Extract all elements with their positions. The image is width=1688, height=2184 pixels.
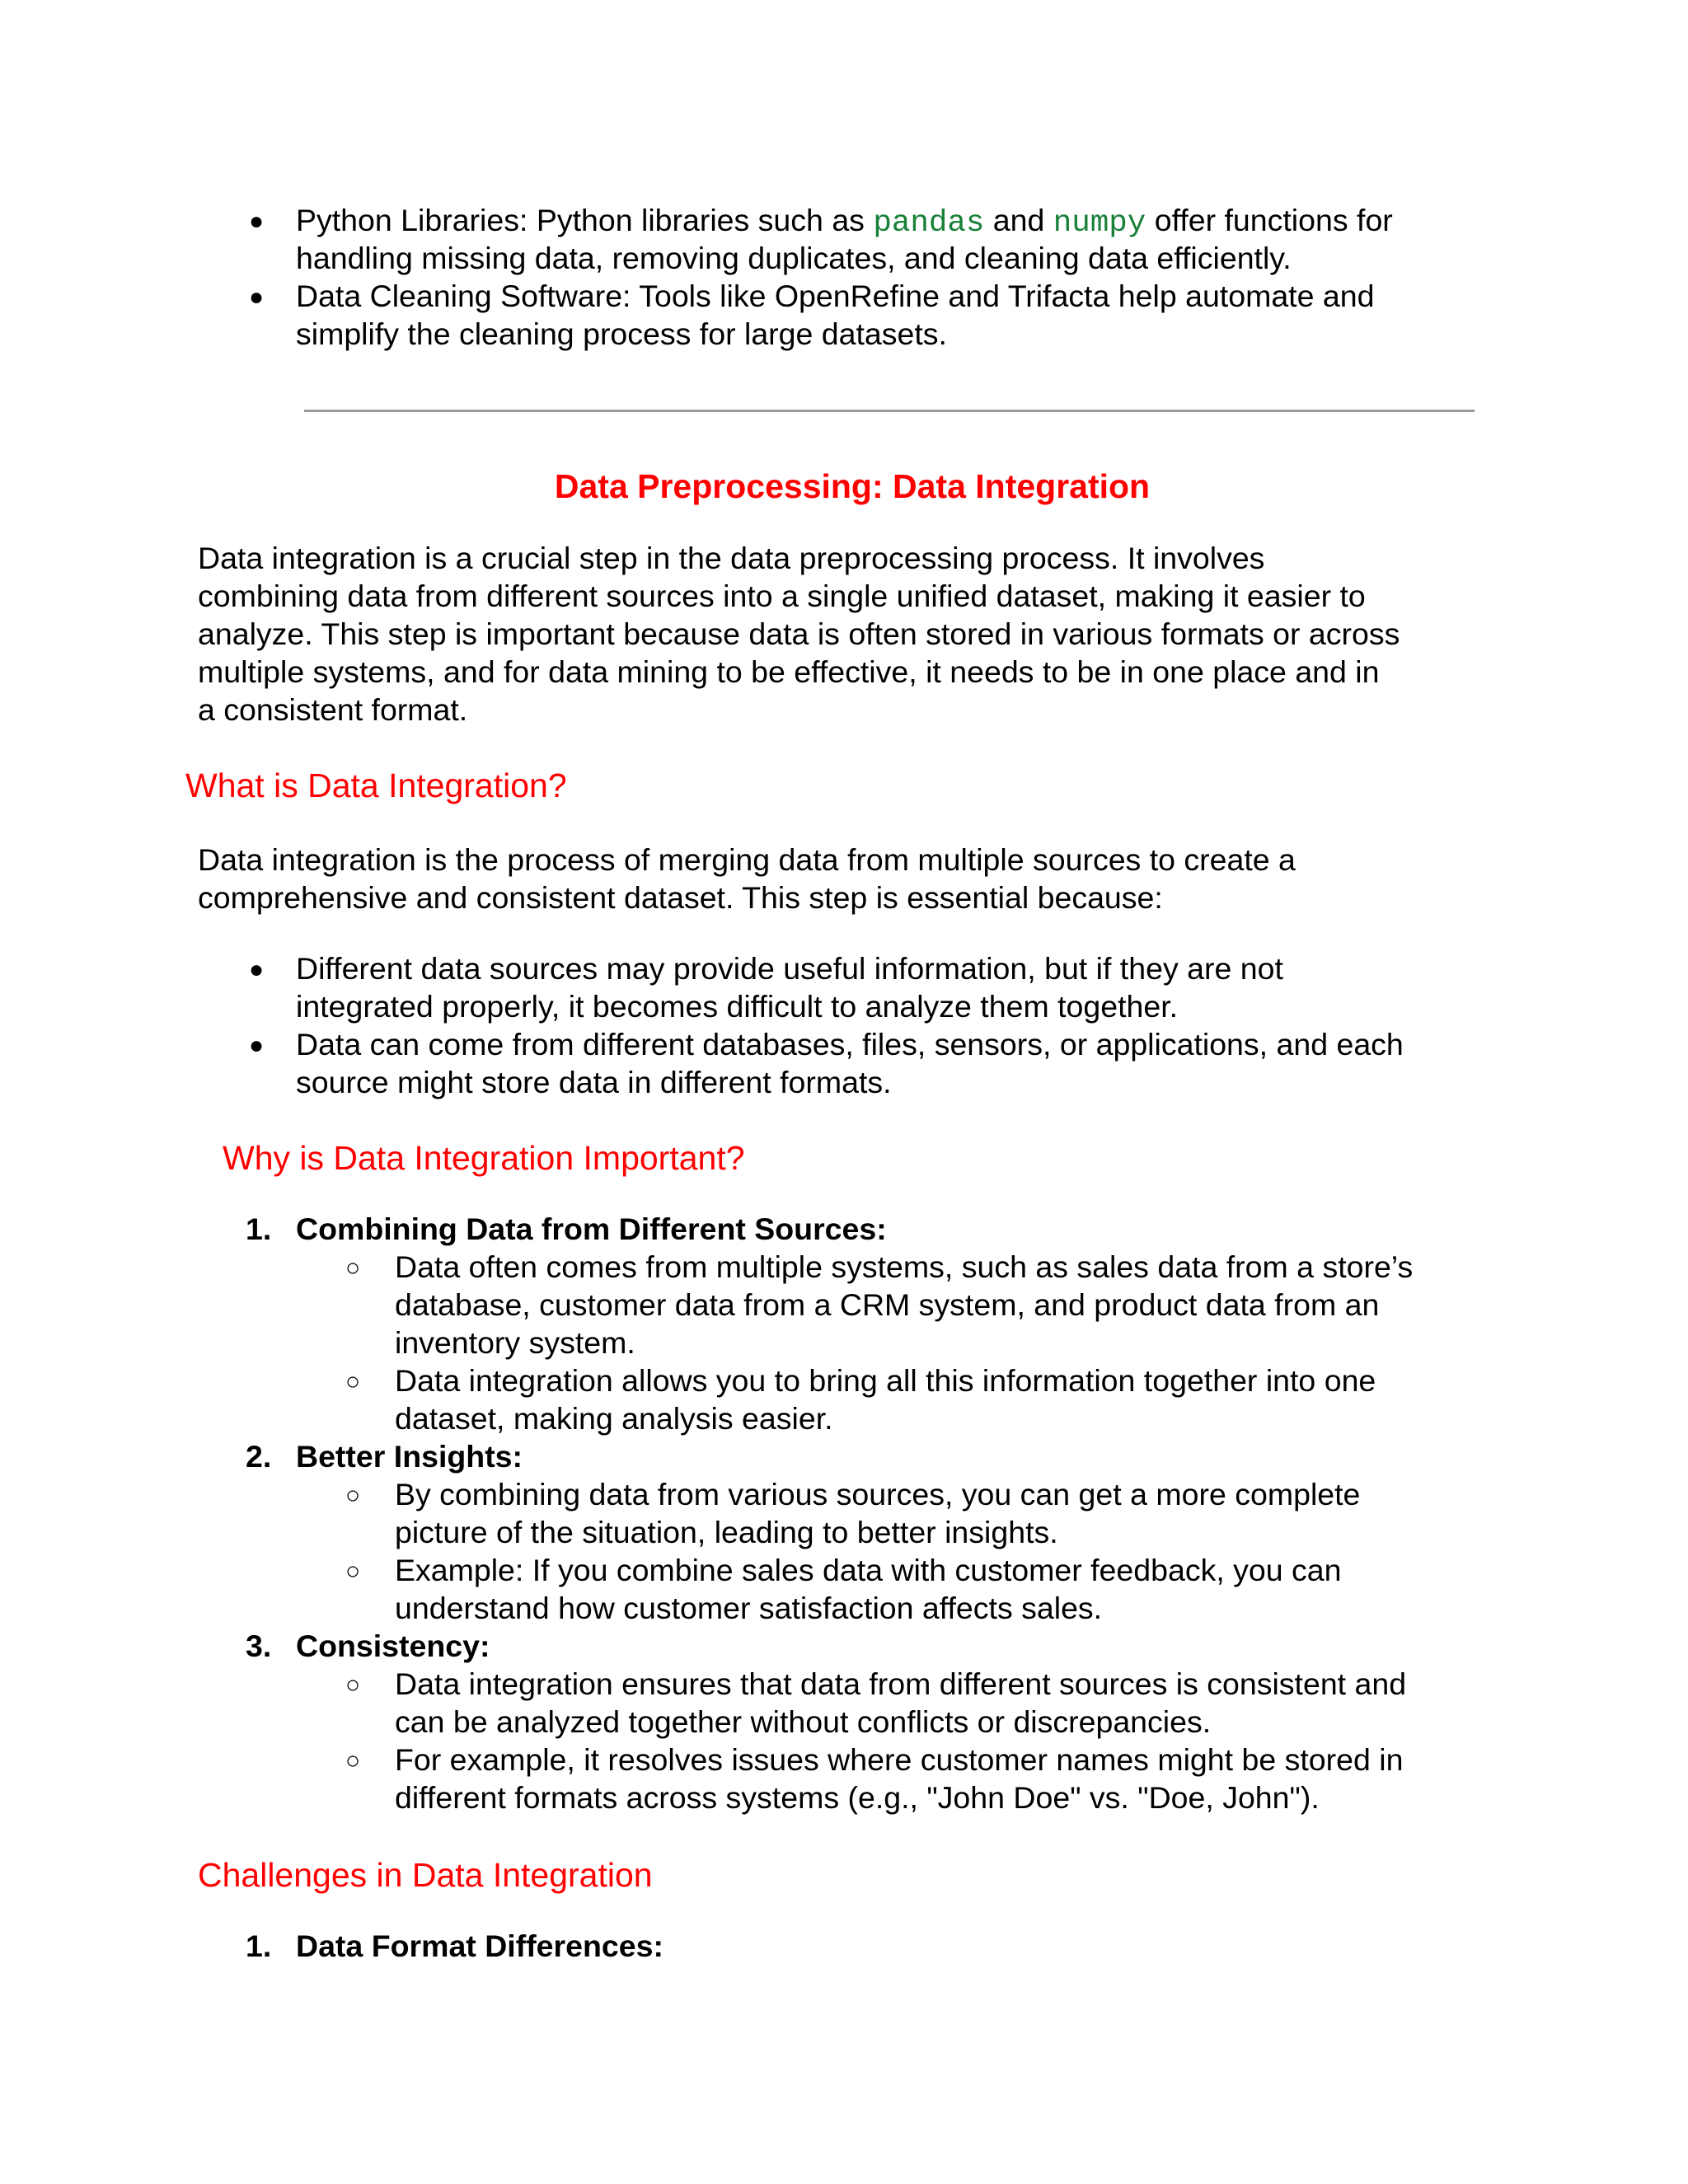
bullet-icon: ●	[249, 1032, 265, 1059]
sub-item-line: By combining data from various sources, you can get a more complete	[395, 1477, 1361, 1511]
list-number: 1.	[246, 1212, 272, 1246]
list-item-line: integrated properly, it becomes difficult to analyze them together.	[296, 989, 1179, 1024]
sub-bullet-icon: ○	[345, 1482, 361, 1509]
sub-item-line: Data integration ensures that data from different sources is consistent and	[395, 1666, 1407, 1701]
code-numpy: numpy	[1053, 206, 1146, 241]
list-item-label: Better Insights:	[296, 1439, 523, 1474]
paragraph-line: combining data from different sources into a single unified dataset, making it easier to	[198, 579, 1366, 613]
page-title: Data Preprocessing: Data Integration	[554, 467, 1151, 505]
sub-bullet-icon: ○	[345, 1368, 361, 1395]
sub-bullet-icon: ○	[345, 1254, 361, 1282]
bullet-icon: ●	[249, 956, 265, 983]
paragraph-line: Data integration is a crucial step in the data preprocessing process. It involves	[198, 541, 1265, 575]
horizontal-divider	[304, 410, 1475, 412]
sub-item-line: inventory system.	[395, 1325, 635, 1360]
list-item: Different data sources may provide useful information, but if they are not	[296, 951, 1283, 986]
list-item-line: handling missing data, removing duplicates, and cleaning data efficiently.	[296, 241, 1292, 275]
section-heading-what: What is Data Integration?	[185, 766, 567, 804]
code-pandas: pandas	[873, 206, 985, 241]
list-item-line: simplify the cleaning process for large datasets.	[296, 316, 947, 351]
bullet-icon: ●	[249, 208, 265, 235]
sub-item-line: different formats across systems (e.g., "John Doe" vs. "Doe, John").	[395, 1780, 1320, 1815]
list-item: Data can come from different databases, files, sensors, or applications, and each	[296, 1027, 1404, 1062]
section-heading-why: Why is Data Integration Important?	[223, 1139, 745, 1177]
sub-item-line: understand how customer satisfaction affects sales.	[395, 1591, 1103, 1625]
paragraph-line: a consistent format.	[198, 692, 468, 727]
sub-item-line: dataset, making analysis easier.	[395, 1401, 833, 1436]
list-item-label: Consistency:	[296, 1629, 490, 1663]
paragraph-line: multiple systems, and for data mining to be effective, it needs to be in one place and in	[198, 654, 1380, 689]
paragraph-line: Data integration is the process of merging data from multiple sources to create a	[198, 842, 1296, 877]
list-item: Python Libraries: Python libraries such as pandas and numpy offer functions for	[296, 203, 1393, 241]
sub-item-line: Data often comes from multiple systems, such as sales data from a store’s	[395, 1249, 1414, 1284]
sub-item-line: Example: If you combine sales data with customer feedback, you can	[395, 1553, 1342, 1587]
sub-bullet-icon: ○	[345, 1747, 361, 1774]
section-heading-challenges: Challenges in Data Integration	[198, 1856, 653, 1894]
list-number: 2.	[246, 1439, 272, 1474]
sub-item-line: picture of the situation, leading to better insights.	[395, 1515, 1058, 1549]
sub-item-line: For example, it resolves issues where customer names might be stored in	[395, 1742, 1404, 1777]
list-item-line: source might store data in different formats.	[296, 1065, 892, 1099]
paragraph-line: analyze. This step is important because data is often stored in various formats or across	[198, 616, 1400, 651]
list-number: 1.	[246, 1929, 272, 1963]
list-item-label: Data Format Differences:	[296, 1929, 663, 1963]
list-item: Data Cleaning Software: Tools like OpenRefine and Trifacta help automate and	[296, 279, 1375, 313]
list-number: 3.	[246, 1629, 272, 1663]
sub-item-line: Data integration allows you to bring all this information together into one	[395, 1363, 1376, 1398]
paragraph-line: comprehensive and consistent dataset. This step is essential because:	[198, 880, 1163, 915]
sub-bullet-icon: ○	[345, 1558, 361, 1585]
list-item-label: Combining Data from Different Sources:	[296, 1212, 887, 1246]
sub-item-line: database, customer data from a CRM system, and product data from an	[395, 1287, 1380, 1322]
sub-item-line: can be analyzed together without conflicts or discrepancies.	[395, 1704, 1212, 1739]
bullet-icon: ●	[249, 284, 265, 311]
sub-bullet-icon: ○	[345, 1671, 361, 1699]
